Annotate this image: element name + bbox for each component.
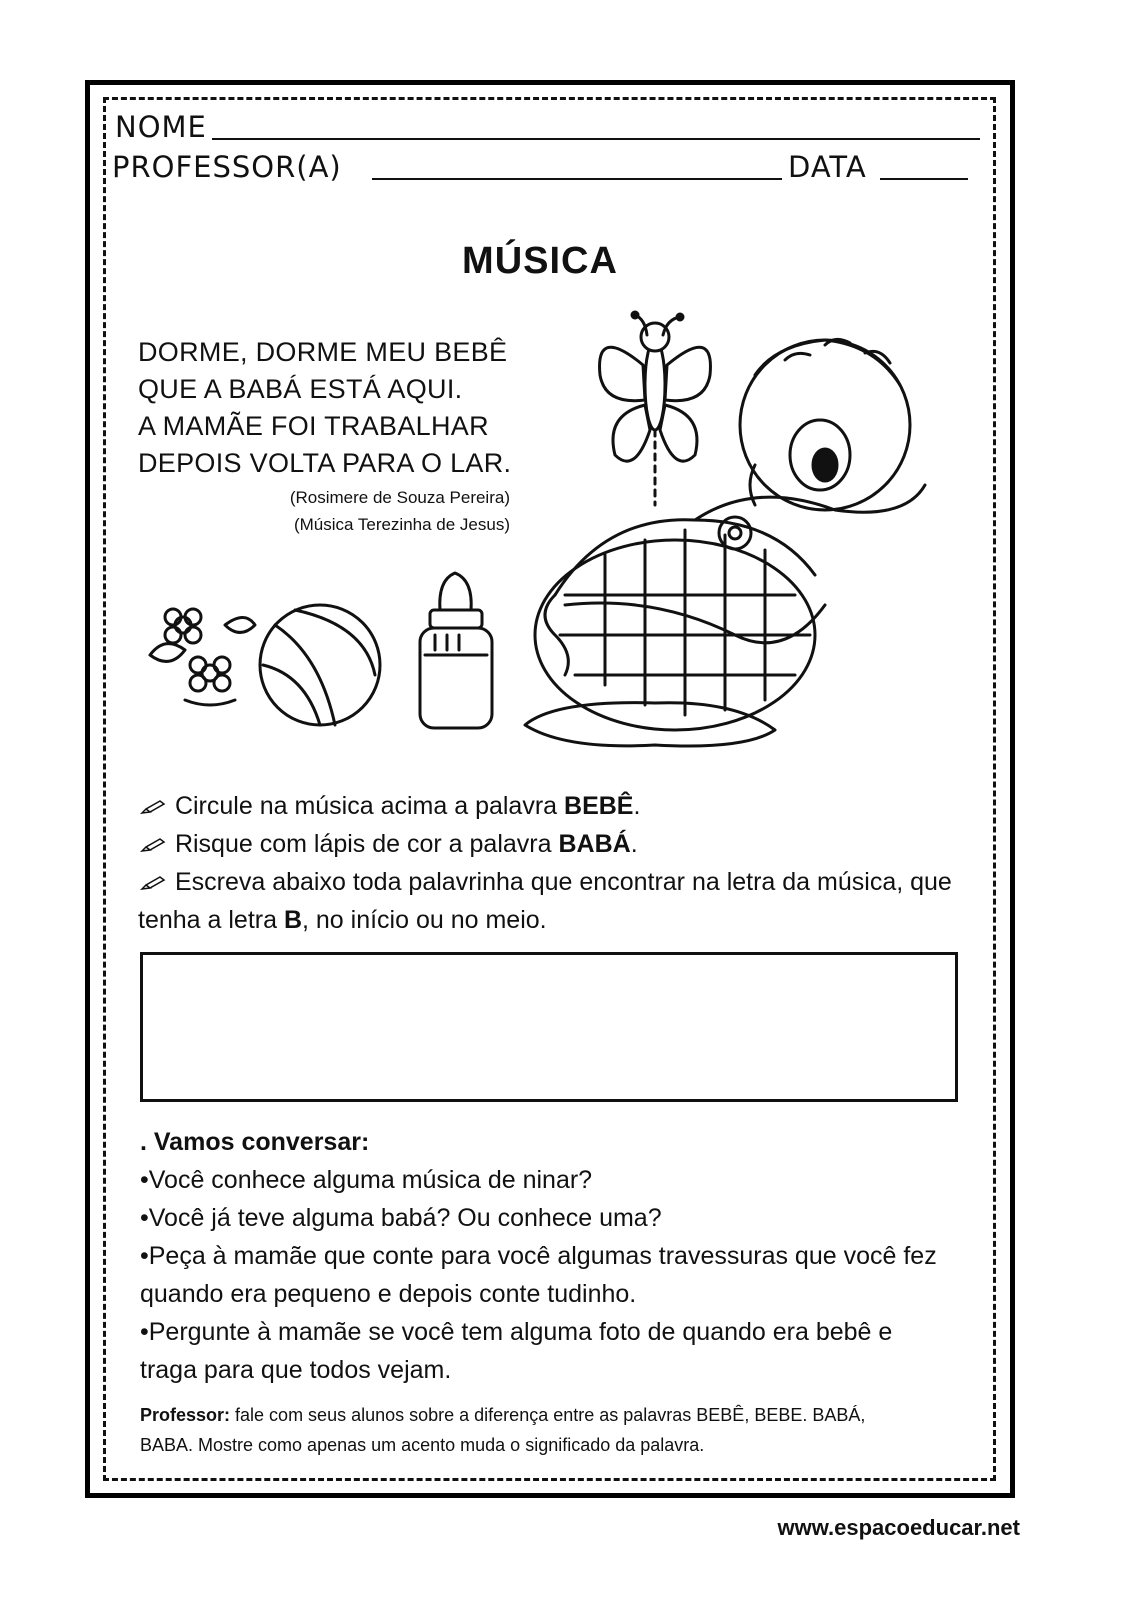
instruction-keyword: B: [283, 906, 302, 934]
butterfly-icon: [600, 312, 711, 505]
conversation-line: quando era pequeno e depois conte tudinho.: [140, 1280, 637, 1308]
pencil-icon: [138, 837, 168, 853]
instruction-text: tenha a letra: [138, 906, 284, 934]
baby-icon: [535, 339, 925, 730]
teacher-field[interactable]: [372, 178, 782, 180]
pencil-icon: [138, 875, 168, 891]
ground-shadow: [525, 703, 775, 746]
melody-credit: (Música Terezinha de Jesus): [293, 515, 510, 534]
instruction-item: [138, 863, 968, 901]
instruction-text: .: [633, 792, 641, 820]
professor-note-line: [140, 1400, 970, 1430]
lyric-line: DORME, DORME MEU BEBÊ: [138, 337, 508, 367]
instruction-item: [138, 825, 968, 863]
professor-note-text: fale com seus alunos sobre a diferença entre as palavras BEBÊ, BEBE. BABÁ,: [230, 1405, 866, 1425]
author-credit: (Rosimere de Souza Pereira): [289, 488, 510, 507]
lyric-line: DEPOIS VOLTA PARA O LAR.: [138, 448, 512, 478]
conversation-heading: . Vamos conversar:: [140, 1128, 370, 1156]
teacher-label: PROFESSOR(A): [112, 150, 342, 184]
conversation-line: •Pergunte à mamãe se você tem alguma foto de quando era bebê e: [140, 1318, 893, 1346]
professor-note-line: BABA. Mostre como apenas um acento muda o significado da palavra.: [140, 1435, 705, 1455]
instruction-text: , no início ou no meio.: [302, 906, 547, 934]
lyric-line: A MAMÃE FOI TRABALHAR: [138, 411, 489, 441]
instruction-continuation: [138, 901, 968, 939]
date-label: DATA: [788, 150, 867, 184]
instruction-text: Circule na música acima a palavra: [174, 792, 565, 820]
song-lyrics: [138, 334, 511, 482]
answer-box[interactable]: [140, 952, 958, 1102]
instruction-item: [138, 787, 968, 825]
conversation-section: [140, 1123, 970, 1389]
instruction-text: Escreva abaixo toda palavrinha que encontrar na letra da música, que: [174, 868, 952, 896]
lyric-line: QUE A BABÁ ESTÁ AQUI.: [138, 374, 463, 404]
ball-icon: [260, 605, 380, 725]
conversation-line: •Você já teve alguma babá? Ou conhece uma?: [140, 1204, 662, 1232]
conversation-line: •Peça à mamãe que conte para você algumas travessuras que você fez: [140, 1242, 937, 1270]
flower-icon: [150, 609, 255, 705]
instructions: [138, 787, 968, 939]
pencil-icon: [138, 799, 168, 815]
instruction-keyword: BEBÊ: [564, 792, 634, 820]
date-field[interactable]: [880, 178, 968, 180]
baby-bottle-icon: [420, 573, 492, 728]
name-label: NOME: [115, 110, 207, 144]
conversation-line: traga para que todos vejam.: [140, 1356, 452, 1384]
website-link[interactable]: www.espacoeducar.net: [777, 1515, 1020, 1540]
page-title: MÚSICA: [462, 240, 618, 282]
instruction-keyword: BABÁ: [558, 830, 631, 858]
instruction-text: .: [630, 830, 638, 858]
professor-note: [140, 1400, 970, 1460]
song-credits: [270, 484, 510, 538]
conversation-line: •Você conhece alguma música de ninar?: [140, 1166, 593, 1194]
instruction-text: Risque com lápis de cor a palavra: [174, 830, 559, 858]
professor-label: Professor:: [140, 1405, 231, 1425]
name-field[interactable]: [212, 138, 980, 140]
